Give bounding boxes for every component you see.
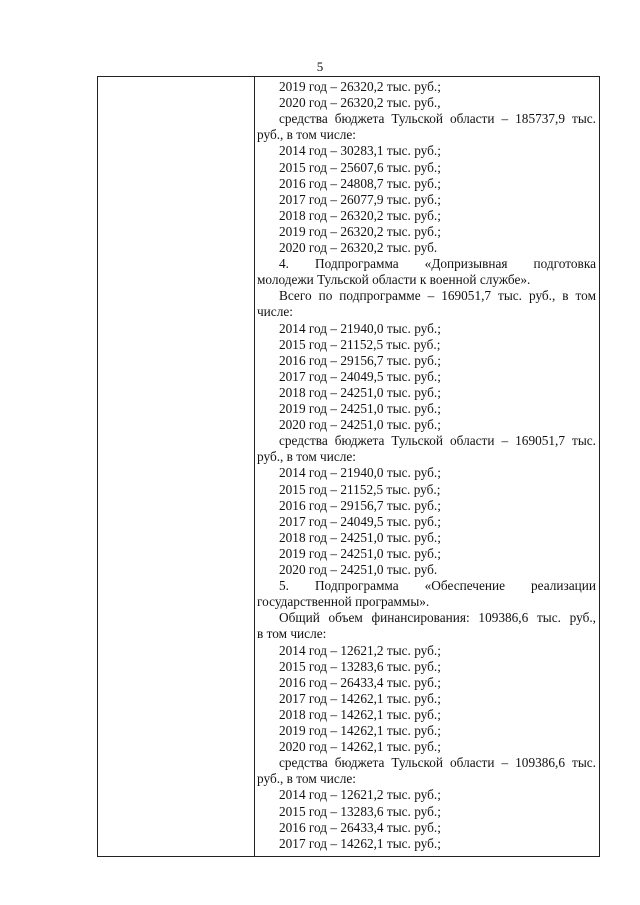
text-line: 2015 год – 13283,6 тыс. руб.; <box>279 658 441 674</box>
text-line: средства бюджета Тульской области – 169051,7 тыс. <box>279 433 596 449</box>
text-line: 2016 год – 29156,7 тыс. руб.; <box>279 497 441 513</box>
text-line: руб., в том числе: <box>257 449 356 465</box>
text-line: средства бюджета Тульской области – 185737,9 тыс. <box>279 111 596 127</box>
text-line: 2020 год – 24251,0 тыс. руб. <box>279 562 438 577</box>
text-line: в том числе: <box>257 626 327 642</box>
text-line: молодежи Тульской области к военной службе». <box>257 272 531 288</box>
text-line: 2014 год – 12621,2 тыс. руб.; <box>279 787 441 803</box>
text-line: 2015 год – 21152,5 тыс. руб.; <box>279 336 441 352</box>
text-line: 2017 год – 14262,1 тыс. руб.; <box>279 690 441 706</box>
text-line: 2020 год – 24251,0 тыс. руб.; <box>279 417 441 433</box>
text-line: 2018 год – 24251,0 тыс. руб.; <box>279 384 441 400</box>
text-line: 2016 год – 29156,7 тыс. руб.; <box>279 352 441 368</box>
text-line: руб., в том числе: <box>257 127 356 143</box>
text-line: 2017 год – 26077,9 тыс. руб.; <box>279 191 441 207</box>
text-line: Всего по подпрограмме – 169051,7 тыс. руб., в том <box>279 288 596 304</box>
text-line: 2019 год – 26320,2 тыс. руб.; <box>279 223 441 239</box>
table-left-cell <box>98 77 255 856</box>
text-line: 2014 год – 21940,0 тыс. руб.; <box>279 465 441 481</box>
text-line: 2019 год – 24251,0 тыс. руб.; <box>279 545 441 561</box>
text-line: 2017 год – 24049,5 тыс. руб.; <box>279 368 441 384</box>
text-line: 2014 год – 21940,0 тыс. руб.; <box>279 320 441 336</box>
text-line: средства бюджета Тульской области – 109386,6 тыс. <box>279 755 596 771</box>
text-line: 2020 год – 14262,1 тыс. руб.; <box>279 739 441 755</box>
text-line: числе: <box>257 304 293 320</box>
document-table <box>97 76 600 857</box>
text-line: Общий объем финансирования: 109386,6 тыс. руб., <box>279 610 596 626</box>
text-line: 5. Подпрограмма «Обеспечение реализации <box>279 578 596 594</box>
text-line: 2014 год – 12621,2 тыс. руб.; <box>279 642 441 658</box>
text-line: 2020 год – 26320,2 тыс. руб. <box>279 240 438 255</box>
text-line: 2016 год – 24808,7 тыс. руб.; <box>279 175 441 191</box>
text-line: руб., в том числе: <box>257 771 356 787</box>
text-line: 2016 год – 26433,4 тыс. руб.; <box>279 674 441 690</box>
text-line: 4. Подпрограмма «Допризывная подготовка <box>279 256 596 272</box>
text-line: 2015 год – 21152,5 тыс. руб.; <box>279 481 441 497</box>
text-line: 2015 год – 25607,6 тыс. руб.; <box>279 159 441 175</box>
text-line: 2018 год – 24251,0 тыс. руб.; <box>279 529 441 545</box>
text-line: 2018 год – 26320,2 тыс. руб.; <box>279 207 441 223</box>
text-line: 2019 год – 26320,2 тыс. руб.; <box>279 79 441 94</box>
text-line: 2018 год – 14262,1 тыс. руб.; <box>279 706 441 722</box>
text-line: 2015 год – 13283,6 тыс. руб.; <box>279 803 441 819</box>
text-line: 2017 год – 24049,5 тыс. руб.; <box>279 513 441 529</box>
page-number: 5 <box>316 59 324 74</box>
text-line: 2014 год – 30283,1 тыс. руб.; <box>279 143 441 159</box>
text-line: государственной программы». <box>257 594 430 610</box>
text-line: 2020 год – 26320,2 тыс. руб., <box>279 95 441 111</box>
text-line: 2019 год – 14262,1 тыс. руб.; <box>279 723 441 738</box>
text-line: 2019 год – 24251,0 тыс. руб.; <box>279 401 441 416</box>
text-line: 2016 год – 26433,4 тыс. руб.; <box>279 819 441 835</box>
text-line: 2017 год – 14262,1 тыс. руб.; <box>279 835 441 851</box>
